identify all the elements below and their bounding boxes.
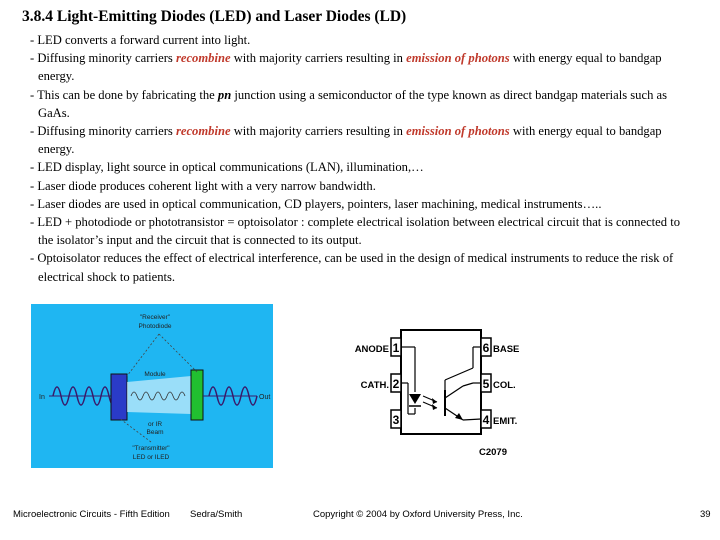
svg-text:Out: Out xyxy=(259,394,271,401)
optoisolator-pinout xyxy=(353,318,523,462)
svg-text:"Transmitter": "Transmitter" xyxy=(132,445,170,452)
footer-copyright: Copyright © 2004 by Oxford University Press, Inc. xyxy=(313,509,523,520)
footer-book-title: Microelectronic Circuits - Fifth Edition xyxy=(13,509,170,520)
bullet-3: - This can be done by fabricating the pn junction using a semiconductor of the type known as direct bandgap materials such as GaAs. xyxy=(30,87,668,120)
optoisolator-illustration xyxy=(31,304,273,468)
svg-text:"Receiver": "Receiver" xyxy=(139,314,171,321)
svg-text:2: 2 xyxy=(392,377,400,391)
svg-text:3: 3 xyxy=(392,413,400,427)
svg-text:4: 4 xyxy=(482,413,490,427)
svg-text:or IR: or IR xyxy=(147,421,163,428)
led-emitter-block xyxy=(111,374,127,420)
bullet-9: - Optoisolator reduces the effect of electrical interference, can be used in the design of medical instruments to reduce the risk of electrical shock to patients. xyxy=(30,251,674,284)
svg-text:5: 5 xyxy=(482,377,490,391)
svg-text:6: 6 xyxy=(482,341,490,355)
ic-package xyxy=(401,330,481,434)
footer-authors: Sedra/Smith xyxy=(190,509,243,520)
svg-text:C2079: C2079 xyxy=(479,447,507,458)
bullet-4: - Diffusing minority carriers recombine with majority carriers resulting in emission of photons with energy equal to bandgap energy. xyxy=(30,124,662,157)
bullet-list xyxy=(30,31,698,286)
svg-text:1: 1 xyxy=(392,341,400,355)
svg-text:CATH.: CATH. xyxy=(360,380,389,391)
svg-text:LED or ILED: LED or ILED xyxy=(132,454,170,461)
svg-text:BASE: BASE xyxy=(493,344,520,355)
page-number: 39 xyxy=(700,509,711,520)
bullet-8: - LED + photodiode or phototransistor = optoisolator : complete electrical isolation between electrical circuit that is connected to the isolator’s input and the circuit that is connected to its output. xyxy=(30,215,680,248)
slide-title: 3.8.4 Light-Emitting Diodes (LED) and Laser Diodes (LD) xyxy=(22,8,407,25)
svg-text:ANODE: ANODE xyxy=(354,344,389,355)
svg-text:Photodiode: Photodiode xyxy=(138,323,172,330)
svg-text:EMIT.: EMIT. xyxy=(493,416,518,427)
bullet-7: - Laser diodes are used in optical communication, CD players, pointers, laser machining, medical instruments….. xyxy=(30,196,602,211)
svg-text:COL.: COL. xyxy=(493,380,516,391)
svg-text:In: In xyxy=(39,394,45,401)
svg-text:Beam: Beam xyxy=(146,429,164,436)
svg-text:Module: Module xyxy=(144,371,166,378)
bullet-5: - LED display, light source in optical communications (LAN), illumination,… xyxy=(30,160,424,175)
photodiode-block xyxy=(191,370,203,420)
bullet-1: - LED converts a forward current into light. xyxy=(30,33,251,47)
bullet-6: - Laser diode produces coherent light with a very narrow bandwidth. xyxy=(30,178,376,193)
bullet-2: - Diffusing minority carriers recombine with majority carriers resulting in emission of photons with energy equal to bandgap energy. xyxy=(30,51,662,84)
